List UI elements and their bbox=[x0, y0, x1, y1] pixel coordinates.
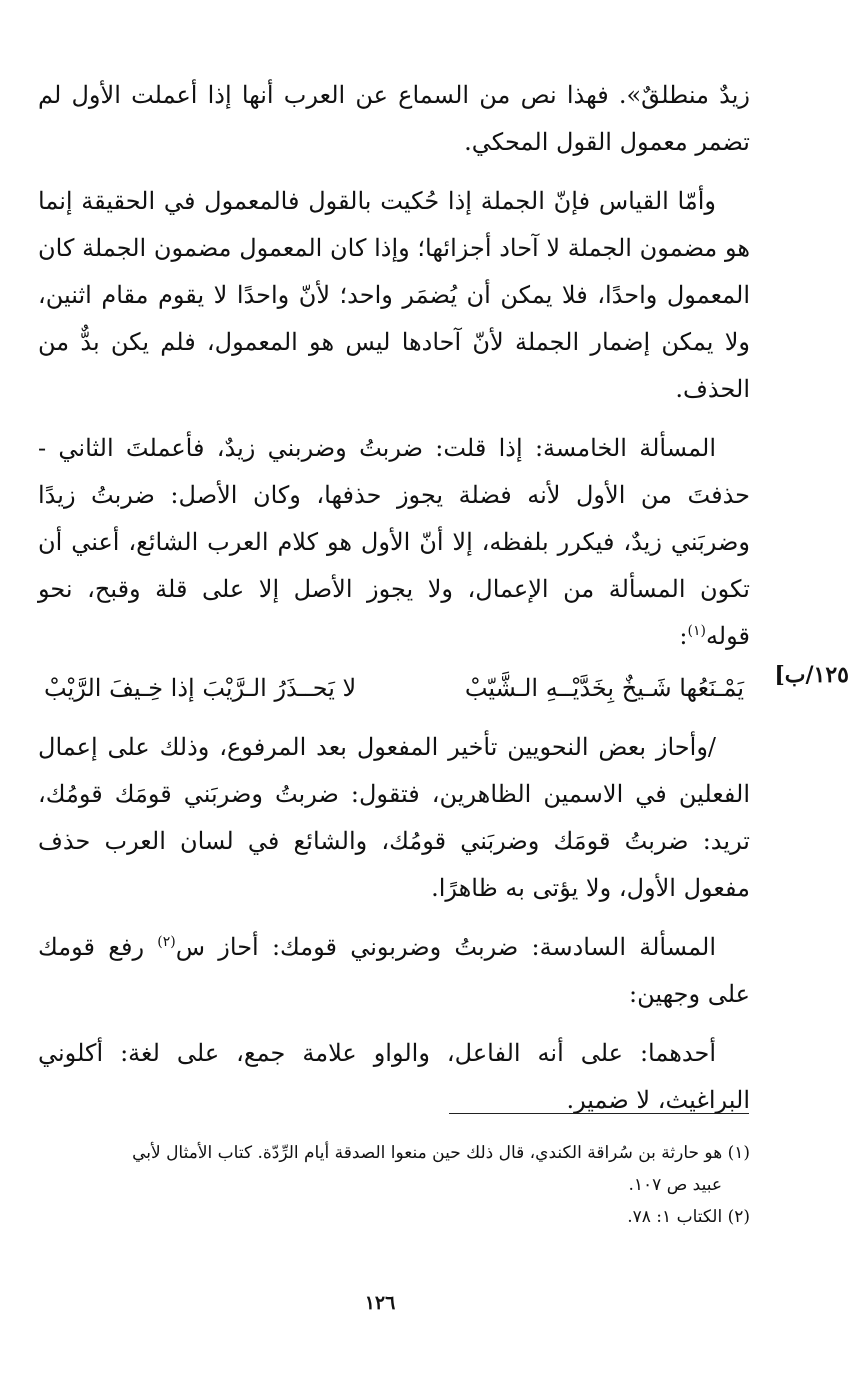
paragraph-3 bbox=[38, 425, 750, 660]
page-number: ١٢٦ bbox=[364, 1292, 396, 1314]
footnote-1-continuation: عبيد ص ١٠٧. bbox=[628, 1175, 722, 1195]
footnote-1: (١) هو حارثة بن سُراقة الكندي، قال ذلك حين منعوا الصدقة أيام الرِّدّة. كتاب الأمثال لأبي bbox=[132, 1143, 750, 1163]
paragraph-5 bbox=[38, 924, 750, 1018]
paragraph-5-end: رفع قومك على وجهين: bbox=[38, 933, 750, 1008]
poetry-verse bbox=[38, 668, 750, 708]
paragraph-5-text: المسألة السادسة: ضربتُ وضربوني قومك: أحاز س bbox=[175, 933, 716, 961]
paragraph-2: وأمّا القياس فإنّ الجملة إذا حُكيت بالقول فالمعمول في الحقيقة إنما هو مضمون الجملة لا آحاد أجزائها؛ وإذا كان المعمول مضمون الجملة كان المعمول واحدًا، فلا يمكن أن يُضمَر واحد؛ لأنّ واحدًا لا يقوم مقام اثنين، ولا يمكن إضمار الجملة لأنّ آحادها ليس هو المعمول، فلم يكن بدٌّ من الحذف. bbox=[38, 187, 750, 403]
footnote-2: (٢) الكتاب ١: ٧٨. bbox=[627, 1207, 750, 1227]
paragraph-1: زيدٌ منطلقٌ». فهذا نص من السماع عن العرب أنها إذا أعملت الأول لم تضمر معمول القول المحكي. bbox=[38, 81, 750, 156]
footnote-separator bbox=[449, 1113, 749, 1114]
paragraph-4: /وأحاز بعض النحويين تأخير المفعول بعد المرفوع، وذلك على إعمال الفعلين في الاسمين الظاهرين، فتقول: ضربتُ وضربَني قومَك قومُك، تريد: ضربتُ قومَك وضربَني قومُك، والشائع في لسان العرب حذف مفعول الأول، ولا يؤتى به ظاهرًا. bbox=[38, 733, 750, 902]
manuscript-folio-marker: ١٢٥/ب] bbox=[774, 662, 849, 688]
paragraph-3-colon: : bbox=[679, 622, 688, 650]
main-text bbox=[38, 72, 750, 1136]
footnotes bbox=[60, 1137, 750, 1233]
paragraph-6: أحدهما: على أنه الفاعل، والواو علامة جمع، على لغة: أكلوني البراغيث، لا ضمير. bbox=[38, 1039, 750, 1114]
verse-first-hemistich: يَمْـنَعُها شَـيخٌ بِخَدَّيْــهِ الـشَّيّبْ bbox=[464, 674, 744, 702]
footnote-ref-2: (٢) bbox=[157, 934, 176, 950]
verse-second-hemistich: لا يَحــذَرُ الـرَّيْبَ إذا خِـيفَ الرَّيْبْ bbox=[44, 674, 357, 702]
paragraph-3-text: المسألة الخامسة: إذا قلت: ضربتُ وضربني زيدٌ، فأعملتَ الثاني - حذفتَ من الأول لأنه فضلة يجوز حذفها، وكان الأصل: ضربتُ زيدًا وضربَني زيدٌ، فيكرر بلفظه، إلا أنّ الأول هو كلام العرب الشائع، أعني أن تكون المسألة من الإعمال، ولا يجوز الأصل إلا على قلة وقبح، نحو قوله bbox=[38, 434, 750, 650]
footnote-ref-1: (١) bbox=[687, 623, 706, 639]
